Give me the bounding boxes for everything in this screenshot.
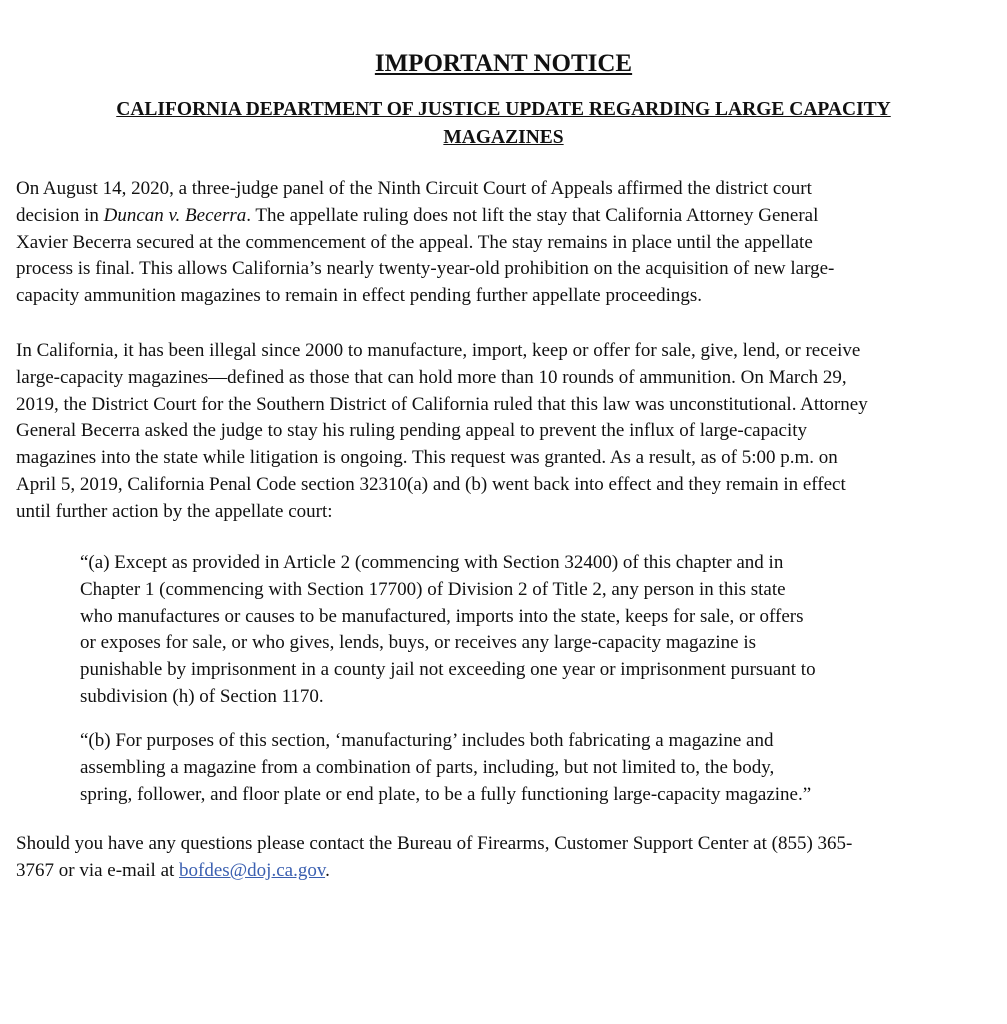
text-line: Should you have any questions please contact the Bureau of Firearms, Customer Support Center at (855) 365- (16, 833, 853, 854)
paragraph-contact (16, 831, 852, 885)
notice-subtitle-line-1: CALIFORNIA DEPARTMENT OF JUSTICE UPDATE REGARDING LARGE CAPACITY (116, 99, 891, 120)
quote-section-a (80, 550, 816, 711)
text-segment: decision in (16, 204, 104, 226)
text-line: or exposes for sale, or who gives, lends, buys, or receives any large-capacity magazine is (80, 632, 757, 654)
text-line: Xavier Becerra secured at the commencement of the appeal. The stay remains in place until the appellate (16, 231, 813, 253)
text-line: In California, it has been illegal since 2000 to manufacture, import, keep or offer for sale, give, lend, or receive (16, 340, 861, 361)
text-line (16, 858, 852, 885)
text-line: Chapter 1 (commencing with Section 17700) of Division 2 of Title 2, any person in this state (80, 578, 786, 600)
text-line: punishable by imprisonment in a county jail not exceeding one year or imprisonment pursuant to (80, 659, 816, 681)
text-line: April 5, 2019, California Penal Code section 32310(a) and (b) went back into effect and they remain in effect (16, 473, 846, 495)
text-segment: . The appellate ruling does not lift the stay that California Attorney General (246, 204, 819, 226)
email-link[interactable]: bofdes@doj.ca.gov (179, 859, 326, 881)
text-line: capacity ammunition magazines to remain in effect pending further appellate proceedings. (16, 285, 703, 307)
text-segment: . (325, 859, 330, 881)
text-line: spring, follower, and floor plate or end plate, to be a fully functioning large-capacity magazine.” (80, 783, 812, 805)
text-line: General Becerra asked the judge to stay his ruling pending appeal to prevent the influx of large-capacity (16, 420, 808, 442)
text-line: who manufactures or causes to be manufactured, imports into the state, keeps for sale, or offers (80, 605, 804, 627)
case-name: Duncan v. Becerra (103, 204, 247, 226)
text-segment: 3767 or via e-mail at (16, 859, 180, 881)
paragraph-ruling (16, 176, 834, 310)
text-line: until further action by the appellate court: (16, 500, 333, 522)
text-line: “(a) Except as provided in Article 2 (commencing with Section 32400) of this chapter and in (80, 552, 784, 573)
notice-title: IMPORTANT NOTICE (374, 50, 633, 77)
text-line (16, 203, 834, 230)
text-line: magazines into the state while litigation is ongoing. This request was granted. As a result, as of 5:00 p.m. on (16, 447, 838, 469)
text-line: process is final. This allows California’s nearly twenty-year-old prohibition on the acquisition of new large- (16, 258, 835, 280)
text-line: assembling a magazine from a combination of parts, including, but not limited to, the body, (80, 756, 775, 778)
text-line: On August 14, 2020, a three-judge panel of the Ninth Circuit Court of Appeals affirmed the district court (16, 178, 812, 199)
text-line: 2019, the District Court for the Southern District of California ruled that this law was unconstitutional. Attorney (16, 393, 868, 415)
text-line: large-capacity magazines—defined as those that can hold more than 10 rounds of ammunition. On March 29, (16, 366, 847, 388)
text-line: “(b) For purposes of this section, ‘manufacturing’ includes both fabricating a magazine and (80, 730, 774, 751)
paragraph-background (16, 338, 868, 526)
text-line: subdivision (h) of Section 1170. (80, 685, 324, 707)
quote-section-b (80, 728, 811, 808)
notice-subtitle-line-2: MAGAZINES (443, 127, 564, 148)
